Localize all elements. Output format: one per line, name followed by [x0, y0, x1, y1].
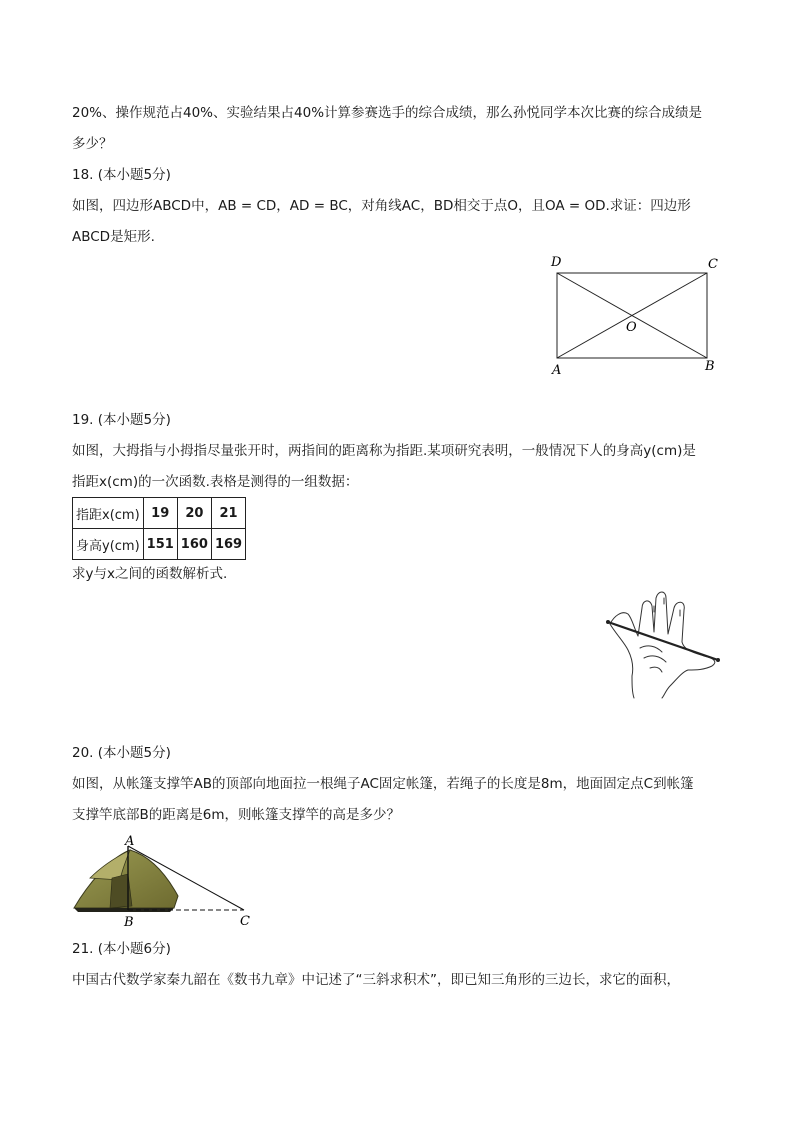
- q19-text-line1: 如图，大拇指与小拇指尽量张开时，两指间的距离称为指距.某项研究表明，一般情况下人的身高y(cm)是: [72, 443, 696, 459]
- label-c: C: [240, 914, 250, 929]
- rectangle-figure: [540, 250, 730, 380]
- span-value-2: 20: [177, 498, 211, 529]
- span-endpoint-right: [716, 658, 720, 662]
- table-row: [73, 529, 246, 560]
- row-label-span: 指距x(cm): [73, 498, 144, 529]
- label-b: B: [705, 359, 715, 374]
- q21-header: 21. (本小题6分): [72, 941, 171, 957]
- q18-text-line1: 如图，四边形ABCD中，AB = CD，AD = BC，对角线AC，BD相交于点O，且OA = OD.求证：四边形: [72, 198, 691, 214]
- q17-text-line1: 20%、操作规范占40%、实验结果占40%计算参赛选手的综合成绩，那么孙悦同学本次比赛的综合成绩是: [72, 105, 703, 121]
- q18-header: 18. (本小题5分): [72, 167, 171, 183]
- tent-figure: [70, 834, 260, 930]
- span-value-1: 19: [143, 498, 177, 529]
- table-row: [73, 498, 246, 529]
- hand-span-illustration: [600, 586, 730, 706]
- q18-text-line2: ABCD是矩形.: [72, 229, 155, 245]
- height-value-3: 169: [211, 529, 245, 560]
- label-a: A: [552, 363, 562, 378]
- height-value-2: 160: [177, 529, 211, 560]
- q19-text-line2: 指距x(cm)的一次函数.表格是测得的一组数据：: [72, 474, 359, 490]
- span-line: [608, 622, 718, 660]
- label-o: O: [626, 320, 637, 335]
- label-c: C: [708, 257, 718, 272]
- span-endpoint-left: [606, 620, 610, 624]
- label-a: A: [125, 834, 135, 849]
- q20-header: 20. (本小题5分): [72, 745, 171, 761]
- row-label-height: 身高y(cm): [73, 529, 144, 560]
- label-b: B: [124, 915, 134, 930]
- label-d: D: [551, 255, 562, 270]
- q21-text-line1: 中国古代数学家秦九韶在《数书九章》中记述了“三斜求积术”，即已知三角形的三边长，求它的面积，: [72, 972, 680, 988]
- tent-base: [74, 908, 174, 912]
- span-value-3: 21: [211, 498, 245, 529]
- q19-header: 19. (本小题5分): [72, 412, 171, 428]
- height-value-1: 151: [143, 529, 177, 560]
- q17-text-line2: 多少？: [72, 136, 113, 152]
- data-table: [72, 497, 246, 560]
- q19-question: 求y与x之间的函数解析式.: [72, 566, 228, 582]
- q20-text-line2: 支撑竿底部B的距离是6m，则帐篷支撑竿的高是多少？: [72, 807, 401, 823]
- q20-text-line1: 如图，从帐篷支撑竿AB的顶部向地面拉一根绳子AC固定帐篷，若绳子的长度是8m，地面固定点C到帐篷: [72, 776, 694, 792]
